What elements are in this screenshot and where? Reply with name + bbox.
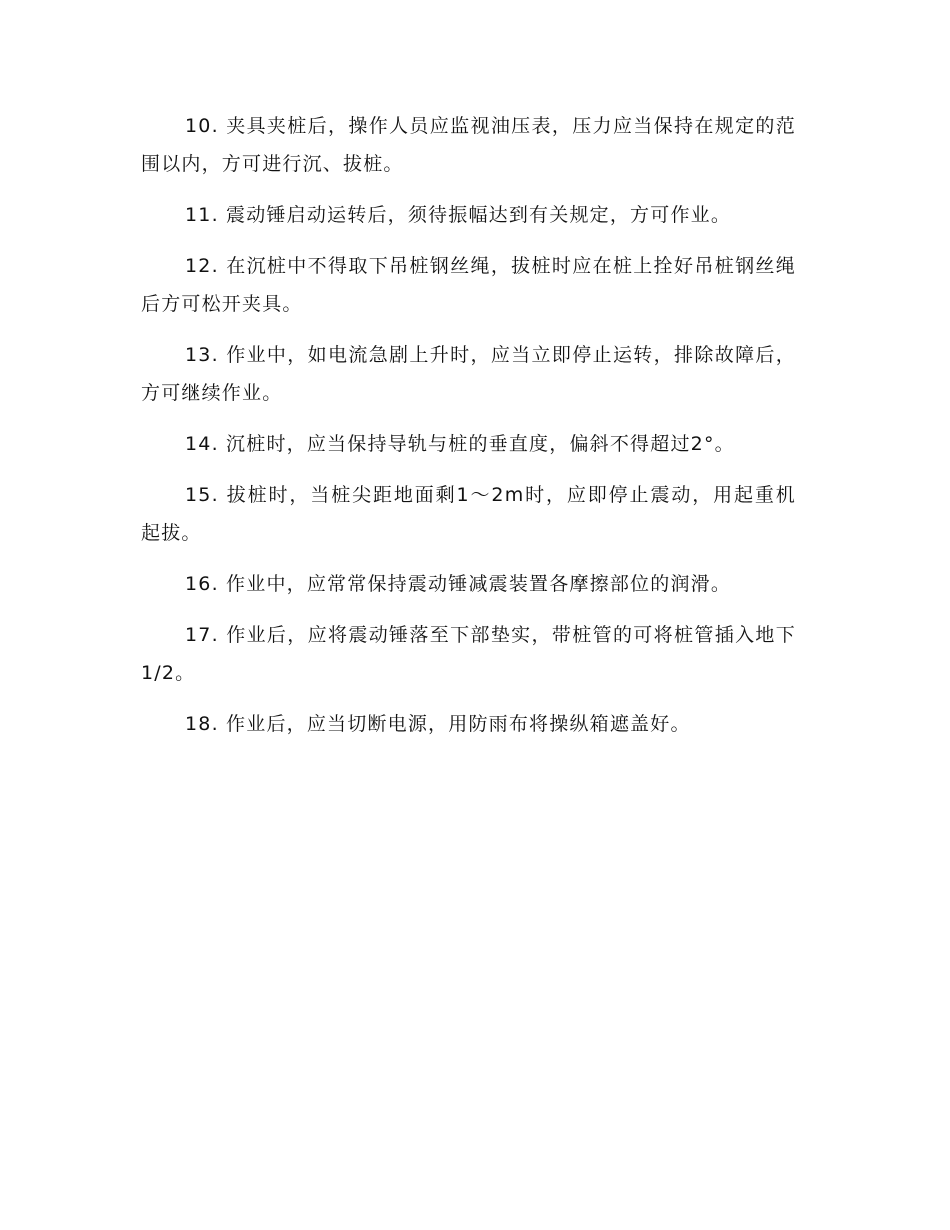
- paragraph-item-14: 14. 沉桩时，应当保持导轨与桩的垂直度，偏斜不得超过2°。: [185, 433, 735, 455]
- paragraph-item-18: 18. 作业后，应当切断电源，用防雨布将操纵箱遮盖好。: [185, 713, 691, 735]
- paragraph-item-13: 13. 作业中，如电流急剧上升时，应当立即停止运转，排除故障后，方可继续作业。: [141, 344, 796, 404]
- paragraph-item-17: 17. 作业后，应将震动锤落至下部垫实，带桩管的可将桩管插入地下1/2。: [141, 624, 796, 684]
- paragraph-item-10: 10. 夹具夹桩后，操作人员应监视油压表，压力应当保持在规定的范围以内，方可进行沉、拔桩。: [141, 115, 796, 175]
- paragraph-item-16: 16. 作业中，应常常保持震动锤减震装置各摩擦部位的润滑。: [185, 573, 732, 595]
- paragraph-item-15: 15. 拔桩时，当桩尖距地面剩1～2m时，应即停止震动，用起重机起拔。: [141, 484, 796, 544]
- paragraph-item-11: 11. 震动锤启动运转后，须待振幅达到有关规定，方可作业。: [185, 204, 732, 226]
- paragraph-item-12: 12. 在沉桩中不得取下吊桩钢丝绳，拔桩时应在桩上拴好吊桩钢丝绳后方可松开夹具。: [141, 255, 796, 315]
- document-body: [141, 107, 796, 756]
